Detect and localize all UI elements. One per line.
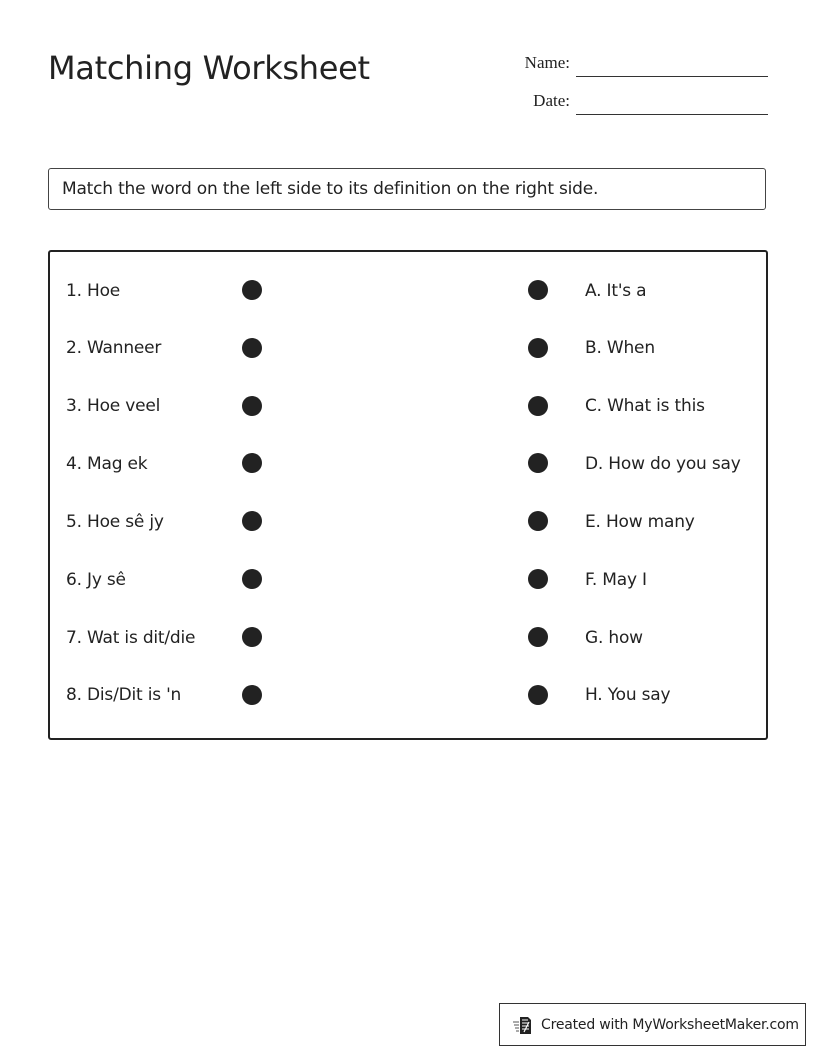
right-dot-a[interactable] xyxy=(528,280,548,300)
left-dot-5[interactable] xyxy=(242,511,262,531)
footer-credit[interactable] xyxy=(499,1003,806,1046)
left-item-6: 6. Jy sê xyxy=(66,570,126,590)
matching-box xyxy=(48,250,768,740)
right-dot-g[interactable] xyxy=(528,627,548,647)
right-item-a: A. It's a xyxy=(585,281,647,301)
left-item-4: 4. Mag ek xyxy=(66,454,148,474)
left-item-5: 5. Hoe sê jy xyxy=(66,512,164,532)
left-item-1: 1. Hoe xyxy=(66,281,121,301)
left-dot-3[interactable] xyxy=(242,396,262,416)
right-dot-e[interactable] xyxy=(528,511,548,531)
instructions-box: Match the word on the left side to its definition on the right side. xyxy=(48,168,766,210)
right-item-e: E. How many xyxy=(585,512,695,532)
right-item-h: H. You say xyxy=(585,685,671,705)
name-label: Name: xyxy=(524,53,570,72)
left-dot-1[interactable] xyxy=(242,280,262,300)
right-dot-d[interactable] xyxy=(528,453,548,473)
left-dot-6[interactable] xyxy=(242,569,262,589)
name-field xyxy=(0,53,816,79)
right-item-g: G. how xyxy=(585,628,643,648)
left-item-7: 7. Wat is dit/die xyxy=(66,628,196,648)
right-item-f: F. May I xyxy=(585,570,647,590)
right-dot-b[interactable] xyxy=(528,338,548,358)
right-dot-c[interactable] xyxy=(528,396,548,416)
right-item-b: B. When xyxy=(585,338,655,358)
left-item-2: 2. Wanneer xyxy=(66,338,162,358)
name-input-line[interactable] xyxy=(576,53,768,77)
date-label: Date: xyxy=(533,91,570,110)
footer-text: Created with MyWorksheetMaker.com xyxy=(541,1016,799,1033)
worksheet-maker-logo-icon xyxy=(512,1014,534,1036)
right-item-d: D. How do you say xyxy=(585,454,741,474)
left-dot-8[interactable] xyxy=(242,685,262,705)
date-field xyxy=(0,91,816,117)
right-dot-h[interactable] xyxy=(528,685,548,705)
date-input-line[interactable] xyxy=(576,91,768,115)
left-dot-4[interactable] xyxy=(242,453,262,473)
left-dot-2[interactable] xyxy=(242,338,262,358)
right-item-c: C. What is this xyxy=(585,396,705,416)
page-title: Matching Worksheet xyxy=(48,49,370,87)
left-dot-7[interactable] xyxy=(242,627,262,647)
left-item-8: 8. Dis/Dit is 'n xyxy=(66,685,182,705)
left-item-3: 3. Hoe veel xyxy=(66,396,161,416)
right-dot-f[interactable] xyxy=(528,569,548,589)
